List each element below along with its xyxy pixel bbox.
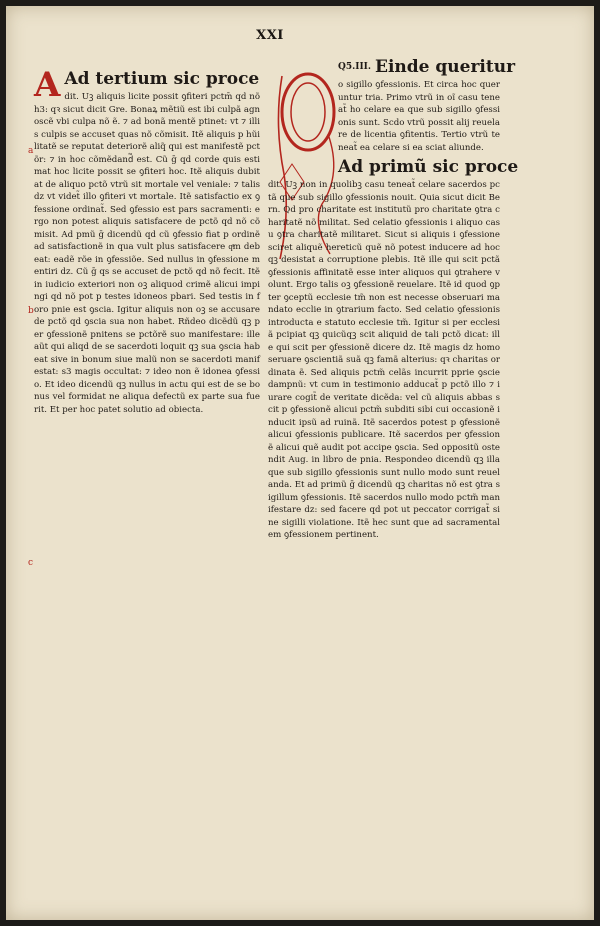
margin-note: a: [28, 146, 34, 156]
margin-note: c: [28, 558, 34, 568]
right-intro-text: o sigillo ꝯfessionis. Et circa hoc queruntur tria. Primo vtrũ in oĩ casu teneat̃ ho celare ea que sub sigillo ꝯfessionis sunt. Scdo vtrũ possit alij reuelare de licentia ꝯfitentis. Tertio vtrũ teneat̃ ea celare si ea sciat aliunde.: [338, 80, 500, 153]
right-column: [268, 57, 519, 739]
question-ref: Q5.III.: [338, 62, 371, 72]
right-heading-2: Ad primũ sic proce: [338, 157, 519, 177]
right-heading: [268, 57, 516, 77]
right-body-text: dit. Uꝫ non in quolibꝫ casu teneat̃ celare sacerdos pctã que sub sigillo ꝯfessionis nouit. Quia sicut dicit Bern. Qd pro charitate est institutũ pro charitate ꝯtra charitatẽ nõ militat. Sed celatio ꝯfessionis i aliquo casu ꝯtra charitatẽ militaret. Sicut si aliquis i ꝯfessione sciret aliquẽ hereticũ quẽ nõ potest inducere ad hoc qꝫ desistat a corruptione plebis. Itẽ ille qui scit pctã ꝯfessionis affinitatẽ esse inter aliquos qui ꝯtrahere volunt. Ergo talis oꝫ ꝯfessionẽ reuelare. Itẽ id quod ꝯpter ꝯceptũ ecclesie tm̃ non est necesse obseruari mandato ecclie in ꝯtrarium facto. Sed celatio ꝯfessionis introducta e statuto ecclesie tm̃. Igitur si per ecclesiã pcipiat qꝫ quicũqꝫ scit aliquid de tali pctõ dicat: ille qui scit per ꝯfessionẽ dicere dz. Itẽ magis dz homo seruare ꝯscientiã suã qꝫ famã alterius: qꝛ charitas ordinata ẽ. Sed aliquis pctm̃ celãs incurrit pprie ꝯscie dampnũ: vt cum in testimonio adducat̃ p pctõ illo ⁊ iurare cogit̃ de veritate dicẽda: vel cũ aliquis abbas scit p ꝯfessionẽ alicui pctm̃ subditi sibi cui occasionẽ inducit ipsũ ad ruinã. Itẽ sacerdos potest p ꝯfessionẽ alicui ꝯfessionis publicare. Itẽ sacerdos per ꝯfessionẽ alicui quẽ audit pot accipe ꝯscia. Sed oppositũ ostendit Aug. in libro de pnia. Respondeo dicendũ qꝫ illa que sub sigillo ꝯfessionis sunt nullo modo sunt reuelanda. Et ad primũ ḡ dicendũ qꝫ charitas nõ est ꝯtra sigillum ꝯfessionis. Itẽ sacerdos nullo modo pctm̃ manifestare dz: sed facere qd pot ut peccator corrigat̃ sine sigilli violatione. Itẽ hec sunt que ad sacramentalem ꝯfessionem pertinent.: [268, 180, 500, 540]
left-heading: [34, 65, 260, 105]
margin-note: b: [28, 306, 34, 316]
right-heading-text: Einde queritur: [375, 57, 516, 77]
left-column: [34, 65, 260, 731]
folio-number: XXI: [256, 28, 284, 43]
red-initial-a: A: [34, 65, 61, 105]
left-body-text: dit. Uꝫ aliquis licite possit ꝯfiteri pctm̄ qd nõ h3: qꝛ sicut dicit Gre. Bonaꝝ mẽtiũ est ibi culpã agnoscẽ vbi culpa nõ ẽ. ⁊ ad bonã mentẽ ptinet: vt ⁊ illis culpis se accuset quas nõ cõmisit. Itẽ aliquis p hũilitatẽ se reputat deteriorẽ aliq̃ qui est manifestẽ pctõr: ⁊ in hoc cõmẽdand᷑ est. Cũ ḡ qd corde quis estimat hoc licite possit se ꝯfiteri hoc. Itẽ aliquis dubitat de aliquo pctõ vtrũ sit mortale vel veniale: ⁊ talis dz vt videt̃ illo ꝯfiteri vt mortale. Itẽ satisfactio ex ꝯfessione ordinat̃. Sed ꝯfessio est pars sacramenti: ergo non potest aliquis satisfacere de pctõ qd nõ cõmisit. Ad pmũ ḡ dicendũ qd cũ ꝯfessio fiat p ordinẽ ad satisfactionẽ in qua vult plus satisfacere qͣm debeat: eadẽ rõe in ꝯfessiõe. Sed nullus in ꝯfessione mentiri dz. Cũ ḡ qs se accuset de pctõ qd nõ fecit. Itẽ in iudicio exteriori non oꝫ aliquod crimẽ alicui impingi qd nõ pot p testes idoneos pbari. Sed testis in foro pnie est ꝯscia. Igitur aliquis non oꝫ se accusare de pctõ qd ꝯscia sua non habet. Rñdeo dicẽdũ qꝫ per ꝯfessionẽ pnitens se pctõrẽ suo manifestare: ille aũt qui aliqd de se sacerdoti loquit qꝫ sua ꝯscia habeat sive in bonum siue malũ non se sacerdoti manifestat: s3 magis occultat: ⁊ ideo non ẽ idonea ꝯfessio. Et ideo dicendũ qꝫ nullus in actu qui est de se bonus vel formidat ne aliqua defectũ ex parte sua fuerit. Et per hoc patet solutio ad obiecta.: [34, 92, 260, 415]
manuscript-page: [6, 6, 594, 920]
left-heading-text: Ad tertium sic proce: [64, 69, 260, 89]
